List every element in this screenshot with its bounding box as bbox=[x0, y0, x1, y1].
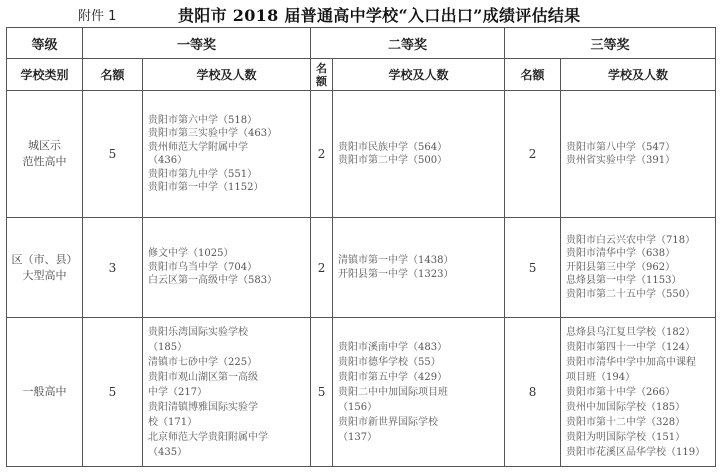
category-cell: 城区示 范性高中 bbox=[7, 91, 83, 218]
first-schools-header: 学校及人数 bbox=[143, 59, 311, 91]
column-header-row bbox=[7, 59, 716, 91]
third-schools: 息烽县乌江复旦学校（182） 贵阳市第四十一中学（124） 贵阳市清华中学中加高中课程 项目班（194） 贵阳市第十中学（266） 贵州中加国际学校（185） 贵阳市第十二中学（328） 贵阳为明国际学校（151） 贵阳市花溪区品华学校（119） bbox=[561, 318, 716, 467]
grade-header-row bbox=[7, 28, 716, 59]
document-title: 贵阳市 2018 届普通高中学校“入口出口”成绩评估结果 bbox=[178, 6, 581, 25]
annex-label: 附件 1 bbox=[78, 9, 117, 24]
category-header: 学校类别 bbox=[7, 59, 83, 91]
second-schools-header: 学校及人数 bbox=[333, 59, 505, 91]
category-cell: 一般高中 bbox=[7, 318, 83, 467]
first-count: 5 bbox=[83, 318, 143, 467]
table-row bbox=[7, 91, 716, 218]
second-count: 2 bbox=[311, 218, 333, 318]
third-count: 5 bbox=[505, 218, 561, 318]
level-header: 等级 bbox=[7, 28, 83, 59]
second-quota-header: 名 额 bbox=[311, 59, 333, 91]
second-schools: 贵阳市民族中学（564） 贵阳市第二中学（500） bbox=[333, 91, 505, 218]
third-schools: 贵阳市白云兴农中学（718） 贵阳市清华中学（638） 开阳县第三中学（962） 息烽县第一中学（1153） 贵阳市第二十五中学（550） bbox=[561, 218, 716, 318]
first-schools: 修文中学（1025） 贵阳市乌当中学（704） 白云区第一高级中学（583） bbox=[143, 218, 311, 318]
second-schools: 清镇市第一中学（1438） 开阳县第一中学（1323） bbox=[333, 218, 505, 318]
title-row bbox=[0, 0, 720, 26]
third-quota-header: 名额 bbox=[505, 59, 561, 91]
third-schools-header: 学校及人数 bbox=[561, 59, 716, 91]
third-prize-header: 三等奖 bbox=[505, 28, 716, 59]
first-schools: 贵阳市第六中学（518） 贵阳市第三实验中学（463） 贵州师范大学附属中学 （436） 贵阳市第九中学（551） 贵阳市第一中学（1152） bbox=[143, 91, 311, 218]
second-count: 5 bbox=[311, 318, 333, 467]
third-count: 2 bbox=[505, 91, 561, 218]
third-count: 8 bbox=[505, 318, 561, 467]
first-schools: 贵阳乐湾国际实验学校 （185） 清镇市七砂中学（225） 贵阳市观山湖区第一高级 中学（217） 贵阳清镇博雅国际实验学 校（171） 北京师范大学贵阳附属中学 （435） bbox=[143, 318, 311, 467]
first-quota-header: 名额 bbox=[83, 59, 143, 91]
first-count: 3 bbox=[83, 218, 143, 318]
second-schools: 贵阳市溪南中学（483） 贵阳市德华学校（55） 贵阳市第五中学（429） 贵阳二中中加国际项目班 （156） 贵阳市新世界国际学校 （137） bbox=[333, 318, 505, 467]
table-row bbox=[7, 318, 716, 467]
second-count: 2 bbox=[311, 91, 333, 218]
table-row bbox=[7, 218, 716, 318]
third-schools: 贵阳市第八中学（547） 贵州省实验中学（391） bbox=[561, 91, 716, 218]
first-prize-header: 一等奖 bbox=[83, 28, 311, 59]
category-cell: 区（市、县） 大型高中 bbox=[7, 218, 83, 318]
second-prize-header: 二等奖 bbox=[311, 28, 505, 59]
first-count: 5 bbox=[83, 91, 143, 218]
results-table bbox=[6, 27, 716, 467]
